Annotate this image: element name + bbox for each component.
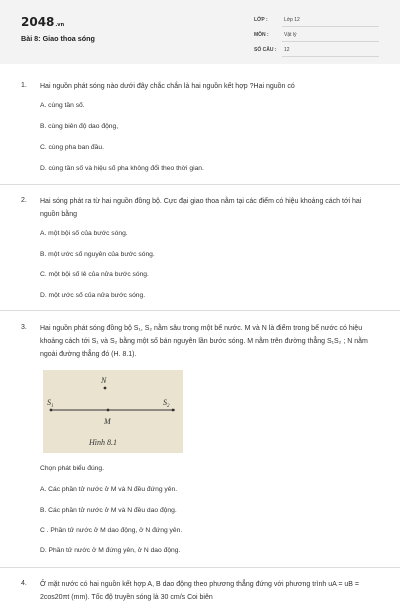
answer-option[interactable]: B. Các phần tử nước ở M và N đều dao động. bbox=[40, 507, 177, 514]
point-n bbox=[104, 387, 107, 390]
question-text: Hai sóng phát ra từ hai nguồn đồng bộ. Cực đại giao thoa nằm tại các điểm có hiệu khoảng cách tới hai nguồn bằng bbox=[40, 198, 362, 218]
question-number: 3. bbox=[21, 324, 27, 331]
figure-caption: Hình 8.1 bbox=[89, 438, 117, 447]
meta-underline bbox=[282, 41, 379, 42]
answer-option[interactable]: C. cùng pha ban đầu. bbox=[40, 144, 104, 151]
answer-option[interactable]: D. cùng tần số và hiệu số pha không đổi theo thời gian. bbox=[40, 165, 204, 172]
meta-label-count: SỐ CÂU : bbox=[254, 47, 277, 53]
label-s2: $S_2$ bbox=[163, 398, 170, 409]
answer-option[interactable]: A. Các phần tử nước ở M và N đều đứng yên. bbox=[40, 486, 178, 493]
divider bbox=[0, 567, 400, 568]
answer-option[interactable]: B. một ước số nguyên của bước sóng. bbox=[40, 251, 155, 258]
meta-underline bbox=[282, 26, 379, 27]
meta-underline bbox=[282, 56, 379, 57]
meta-label-subject: MÔN : bbox=[254, 32, 269, 38]
figure-interference bbox=[43, 370, 183, 453]
answer-option[interactable]: D. một ước số của nửa bước sóng. bbox=[40, 292, 146, 299]
label-m: M bbox=[104, 417, 111, 426]
lesson-title: Bài 8: Giao thoa sóng bbox=[21, 34, 95, 43]
question-number: 1. bbox=[21, 82, 27, 89]
question-text: Hai nguồn phát sóng đồng bộ S₁, S₂ nằm sâu trong một bể nước. M và N là điểm trong bể nước có hiệu khoảng cách tới S₁ và S₂ bằng một số bán nguyên lần bước sóng. M nằm trên đường thẳng S₁S₂ ; N nằm ngoài đường thẳng đó (H. 8.1). bbox=[40, 325, 368, 358]
source-point-s2 bbox=[172, 409, 175, 412]
label-s1: $S_1$ bbox=[47, 398, 54, 409]
answer-option[interactable]: A. một bội số của bước sóng. bbox=[40, 230, 128, 237]
logo-suffix: .vn bbox=[55, 22, 65, 28]
logo-main: 2048 bbox=[21, 15, 55, 29]
point-m bbox=[107, 409, 110, 412]
meta-label-class: LỚP : bbox=[254, 17, 268, 23]
meta-value-count: 12 bbox=[284, 47, 290, 53]
answer-option[interactable]: C. một bội số lẻ của nửa bước sóng. bbox=[40, 271, 149, 278]
question-prompt: Chọn phát biểu đúng. bbox=[40, 465, 104, 472]
source-point-s1 bbox=[50, 409, 53, 412]
answer-option[interactable]: A. cùng tần số. bbox=[40, 102, 85, 109]
question-number: 4. bbox=[21, 580, 27, 587]
header bbox=[0, 0, 400, 64]
divider bbox=[0, 310, 400, 311]
figure-diagram bbox=[43, 370, 183, 453]
answer-option[interactable]: D. Phần tử nước ở M đứng yên, ở N dao động. bbox=[40, 547, 181, 554]
meta-value-class: Lớp 12 bbox=[284, 17, 300, 23]
answer-option[interactable]: C . Phần tử nước ở M dao động, ở N đứng yên. bbox=[40, 527, 183, 534]
divider bbox=[0, 184, 400, 185]
question-text: Ở mặt nước có hai nguồn kết hợp A, B dao động theo phương thẳng đứng với phương trình uA = uB = 2cos20πt (mm). Tốc độ truyền sóng là 30 cm/s Coi biên bbox=[40, 581, 359, 601]
label-n: N bbox=[101, 376, 107, 385]
meta-value-subject: Vật lý bbox=[284, 32, 297, 38]
question-text: Hai nguồn phát sóng nào dưới đây chắc chắn là hai nguồn kết hợp ?Hai nguồn có bbox=[40, 83, 295, 90]
logo[interactable] bbox=[21, 15, 64, 29]
question-number: 2. bbox=[21, 197, 27, 204]
answer-option[interactable]: B. cùng biên độ dao động, bbox=[40, 123, 119, 130]
